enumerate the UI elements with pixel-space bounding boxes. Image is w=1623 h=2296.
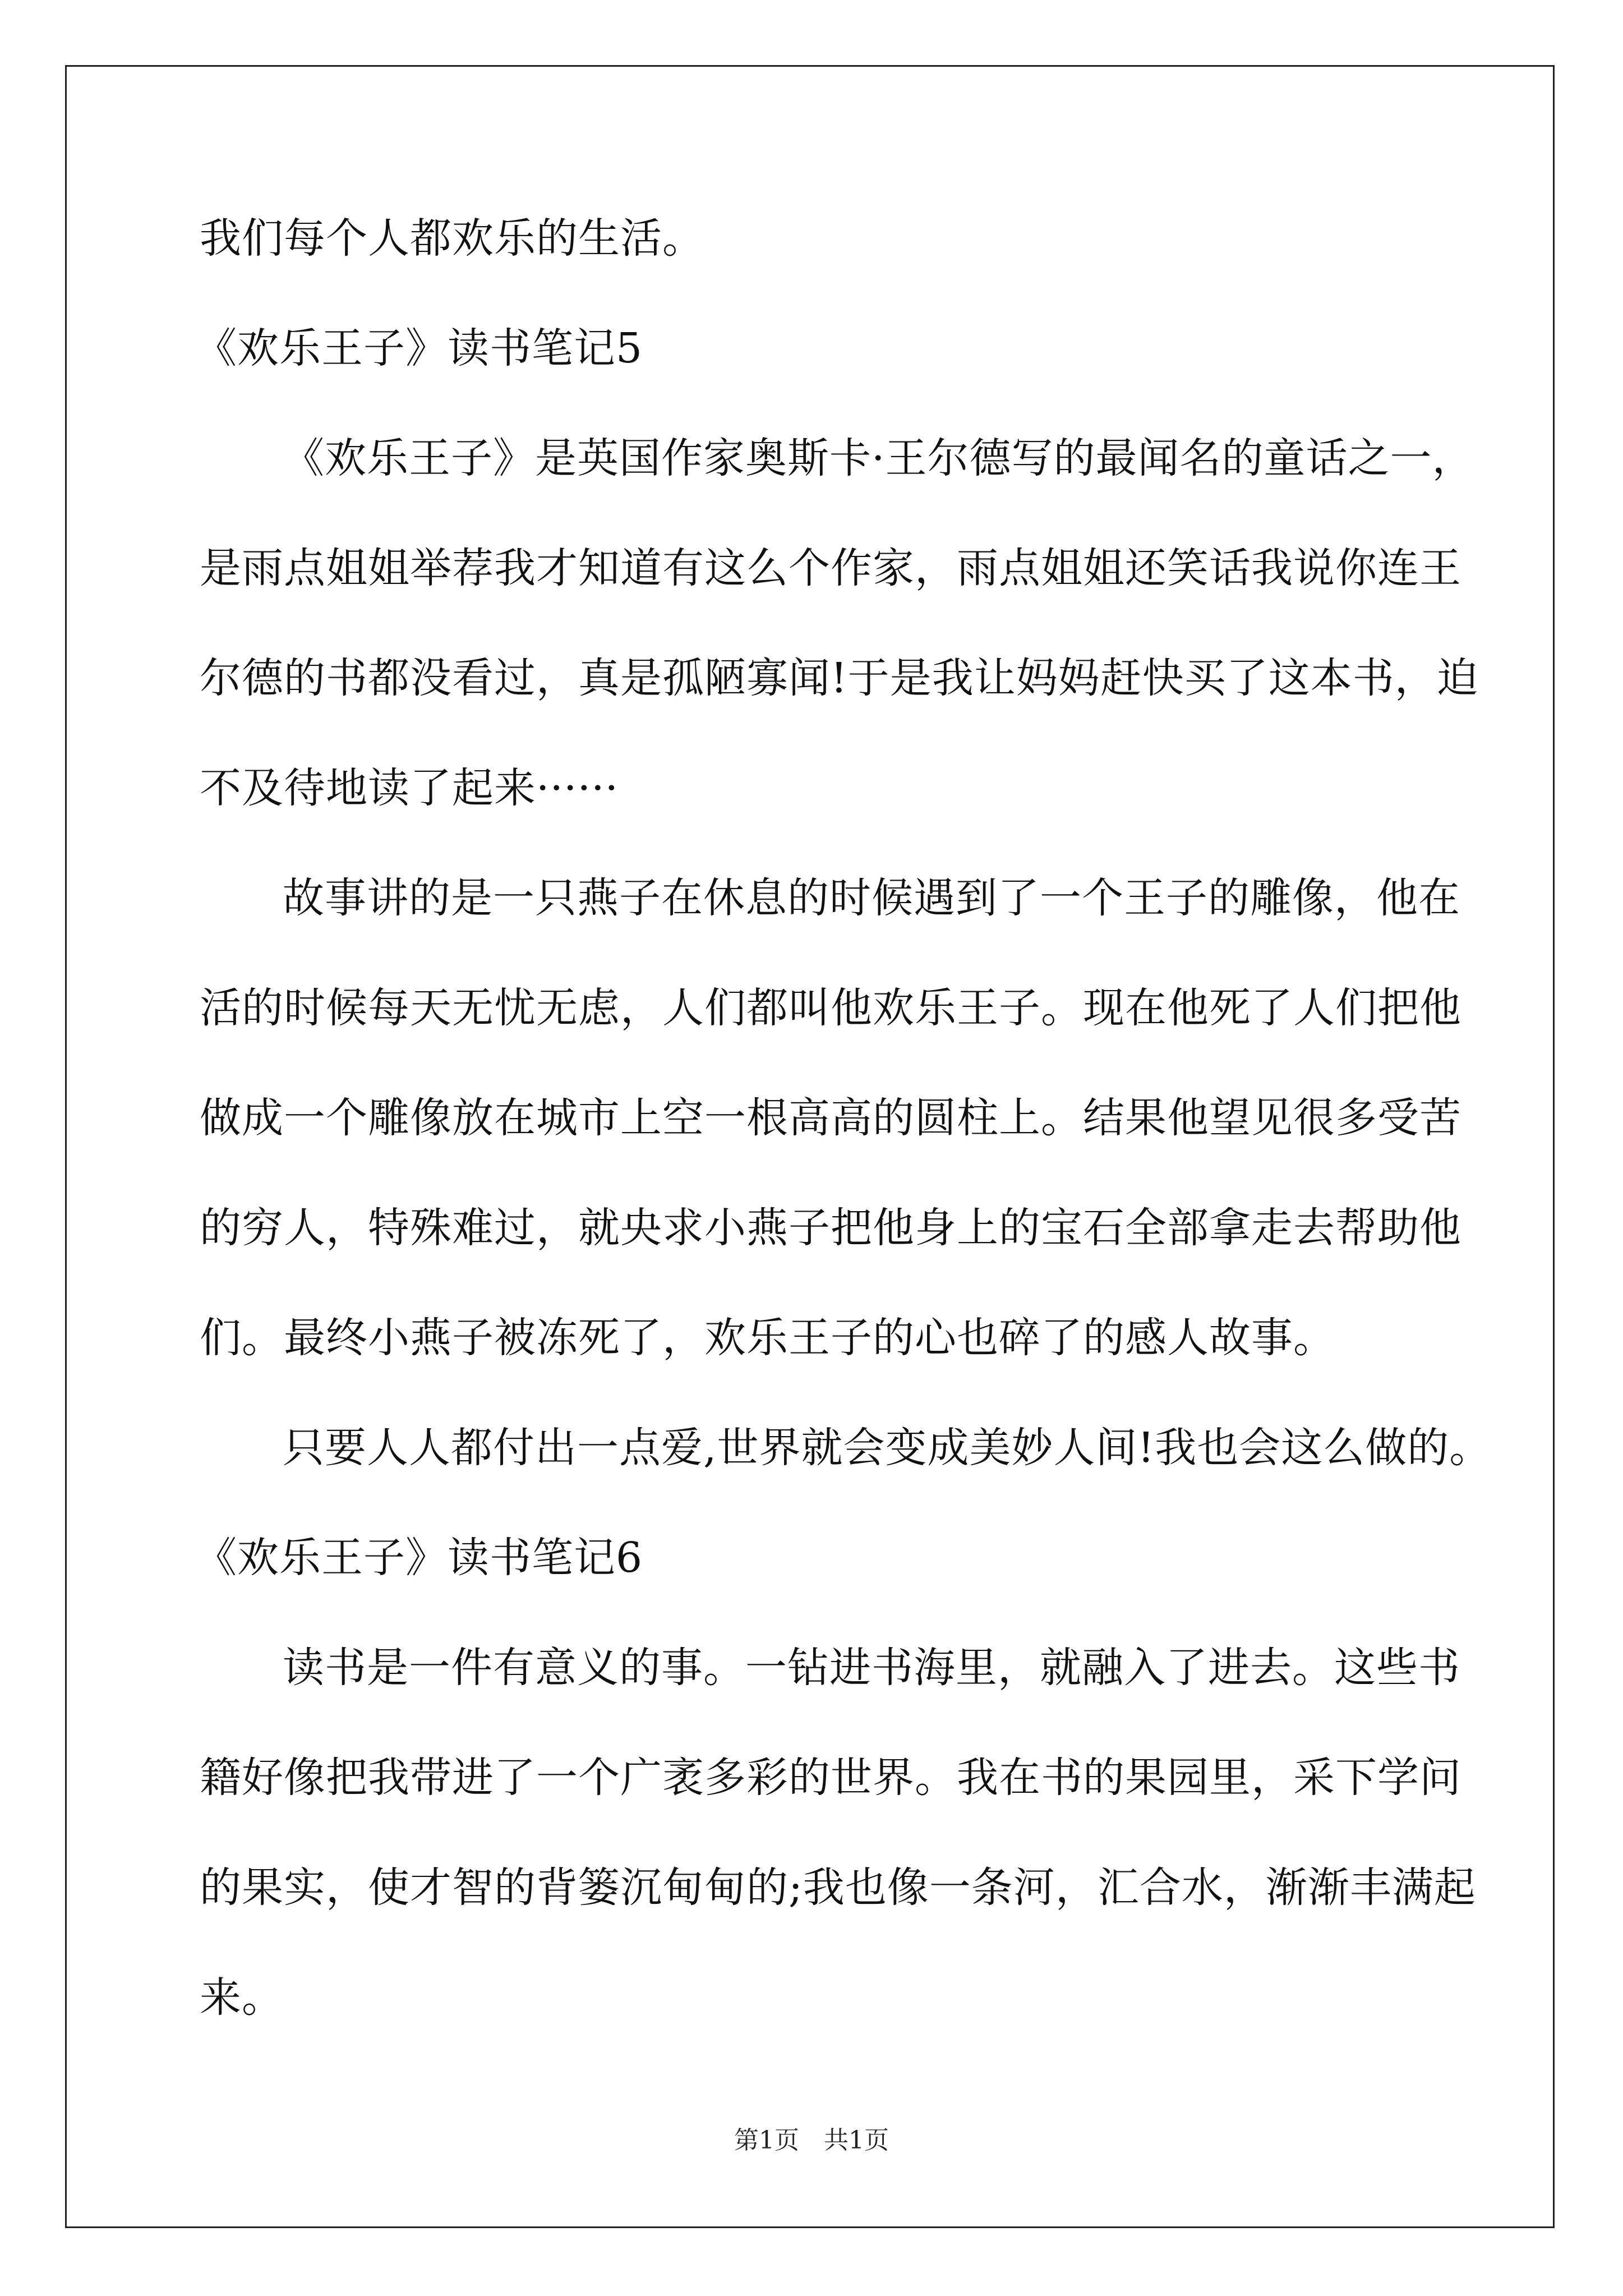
text-line: 的果实，使才智的背篓沉甸甸的;我也像一条河，汇合水，渐渐丰满起 [200,1864,1476,1912]
text-line: 不及待地读了起来······ [200,764,619,812]
text-line: 我们每个人都欢乐的生活。 [200,214,704,263]
text-line: 只要人人都付出一点爱,世界就会变成美妙人间!我也会这么做的。 [283,1424,1492,1472]
text-line: 是雨点姐姐举荐我才知道有这么个作家，雨点姐姐还笑话我说你连王 [200,544,1461,592]
text-line: 们。最终小燕子被冻死了，欢乐王子的心也碎了的感人故事。 [200,1314,1335,1362]
text-line: 活的时候每天无忧无虑，人们都叫他欢乐王子。现在他死了人们把他 [200,984,1461,1032]
paragraph [200,1420,1492,1475]
section-heading [195,321,1433,376]
text-line: 做成一个雕像放在城市上空一根高高的圆柱上。结果他望见很多受苦 [200,1094,1461,1142]
text-line: 尔德的书都没看过，真是孤陋寡闻!于是我让妈妈赶快买了这本书，迫 [200,654,1479,702]
heading-text: 《欢乐王子》读书笔记6 [195,1534,643,1582]
text-line: 籍好像把我带进了一个广袤多彩的世界。我在书的果园里，采下学问 [200,1754,1461,1802]
heading-text: 《欢乐王子》读书笔记5 [195,324,643,372]
paragraph [200,871,1461,1365]
paragraph [200,211,1433,266]
text-line: 读书是一件有意义的事。一钻进书海里，就融入了进去。这些书 [283,1644,1460,1692]
text-line: 《欢乐王子》是英国作家奥斯卡·王尔德写的最闻名的童话之一， [283,434,1474,482]
document-body [195,211,1492,2080]
paragraph [200,431,1479,816]
paragraph [200,1640,1476,2025]
text-line: 故事讲的是一只燕子在休息的时候遇到了一个王子的雕像，他在 [283,874,1460,922]
text-line: 的穷人，特殊难过，就央求小燕子把他身上的宝石全部拿走去帮助他 [200,1204,1461,1252]
text-line: 来。 [200,1973,284,2022]
page-footer: 第1页 共1页 [734,2126,889,2155]
section-heading [195,1530,1433,1585]
